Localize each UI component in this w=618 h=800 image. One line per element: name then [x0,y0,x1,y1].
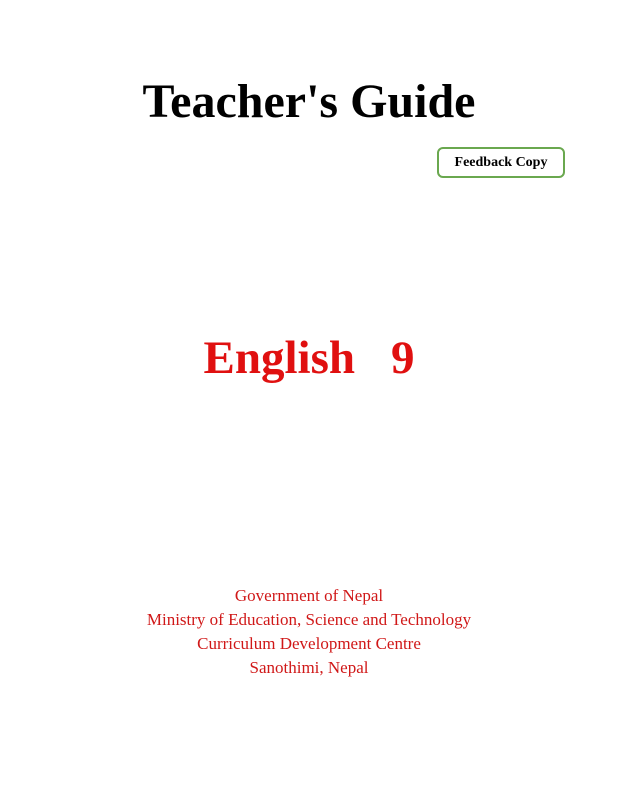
feedback-copy-badge: Feedback Copy [437,147,565,178]
subject-heading [0,330,618,386]
page-title: Teacher's Guide [142,75,476,128]
grade-number: 9 [391,332,415,384]
publisher-block [0,584,618,680]
publisher-line-government: Government of Nepal [234,586,384,605]
subject-name: English [203,332,356,384]
publisher-line-centre: Curriculum Development Centre [197,634,421,653]
publisher-line-location: Sanothimi, Nepal [249,658,369,677]
publisher-line-ministry: Ministry of Education, Science and Technology [146,610,472,629]
